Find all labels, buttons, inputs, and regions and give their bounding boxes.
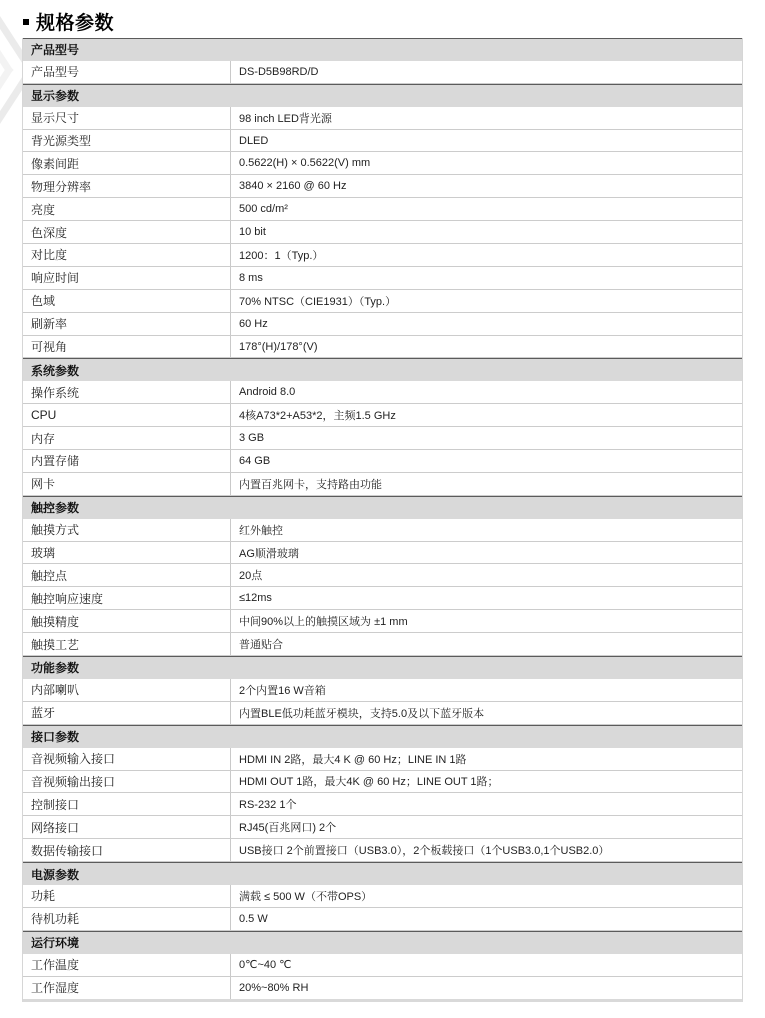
table-row <box>23 816 742 839</box>
spec-value: 普通贴合 <box>239 639 283 652</box>
spec-value: 4核A73*2+A53*2，主频1.5 GHz <box>239 410 396 423</box>
spec-value: 中间90%以上的触摸区域为 ±1 mm <box>239 616 408 629</box>
table-row <box>23 771 742 794</box>
section-header: 功能参数 <box>23 656 742 679</box>
spec-label: 音视频输入接口 <box>23 748 231 770</box>
spec-label: 像素间距 <box>23 152 231 174</box>
table-row <box>23 587 742 610</box>
spec-value: DLED <box>239 134 269 147</box>
spec-value: 20点 <box>239 570 263 583</box>
page-title-text: 规格参数 <box>36 12 115 34</box>
page-title <box>22 7 743 35</box>
spec-label: 显示尺寸 <box>23 107 231 129</box>
spec-value: 0℃~40 ℃ <box>239 959 292 972</box>
spec-value: DS-D5B98RD/D <box>239 65 319 78</box>
spec-label: 内存 <box>23 427 231 449</box>
spec-label: 网卡 <box>23 473 231 495</box>
spec-value: 内置BLE低功耗蓝牙模块，支持5.0及以下蓝牙版本 <box>239 707 485 720</box>
spec-label: 物理分辨率 <box>23 175 231 197</box>
table-row <box>23 152 742 175</box>
table-row <box>23 61 742 84</box>
table-row <box>23 908 742 931</box>
spec-label: 功耗 <box>23 885 231 907</box>
table-row <box>23 977 742 1000</box>
spec-value: 10 bit <box>239 226 266 239</box>
spec-value: HDMI OUT 1路，最大4K @ 60 Hz；LINE OUT 1路； <box>239 776 499 789</box>
section-header: 触控参数 <box>23 496 742 519</box>
table-row <box>23 564 742 587</box>
spec-label: 色深度 <box>23 221 231 243</box>
table-row <box>23 633 742 656</box>
table-row <box>23 542 742 565</box>
spec-value: 3 GB <box>239 432 265 445</box>
spec-value: 70% NTSC（CIE1931）（Typ.） <box>239 295 397 308</box>
spec-label: 亮度 <box>23 198 231 220</box>
spec-value: USB接口 2个前置接口（USB3.0），2个板载接口（1个USB3.0,1个USB2.0） <box>239 845 610 858</box>
section-header: 系统参数 <box>23 358 742 381</box>
spec-label: 色域 <box>23 290 231 312</box>
spec-label: 工作湿度 <box>23 977 231 1000</box>
spec-label: 控制接口 <box>23 793 231 815</box>
spec-label: 音视频输出接口 <box>23 771 231 793</box>
spec-value: 60 Hz <box>239 317 268 330</box>
spec-label: 可视角 <box>23 336 231 358</box>
spec-value: 500 cd/m² <box>239 203 288 216</box>
table-row <box>23 313 742 336</box>
spec-value: 3840 × 2160 @ 60 Hz <box>239 180 347 193</box>
spec-value: HDMI IN 2路，最大4 K @ 60 Hz；LINE IN 1路 <box>239 753 467 766</box>
spec-label: 触摸精度 <box>23 610 231 632</box>
spec-value: Android 8.0 <box>239 386 296 399</box>
spec-value: 0.5 W <box>239 912 268 925</box>
section-header: 运行环境 <box>23 931 742 954</box>
spec-label: 操作系统 <box>23 381 231 403</box>
table-row <box>23 290 742 313</box>
spec-value: 98 inch LED背光源 <box>239 112 332 125</box>
table-row <box>23 130 742 153</box>
spec-value: ≤12ms <box>239 592 272 605</box>
table-row <box>23 198 742 221</box>
table-row <box>23 885 742 908</box>
table-row <box>23 793 742 816</box>
title-square-bullet-icon <box>23 19 29 25</box>
spec-value: AG顺滑玻璃 <box>239 547 299 560</box>
spec-label: 数据传输接口 <box>23 839 231 861</box>
table-row <box>23 519 742 542</box>
spec-label: 内部喇叭 <box>23 679 231 701</box>
spec-label: CPU <box>23 404 231 426</box>
table-row <box>23 954 742 977</box>
table-row <box>23 679 742 702</box>
table-row <box>23 175 742 198</box>
section-header: 显示参数 <box>23 84 742 107</box>
spec-value: 20%~80% RH <box>239 981 309 994</box>
table-row <box>23 267 742 290</box>
spec-value: 满载 ≤ 500 W（不带OPS） <box>239 890 373 903</box>
spec-value: 64 GB <box>239 454 271 467</box>
spec-label: 蓝牙 <box>23 702 231 724</box>
spec-label: 玻璃 <box>23 542 231 564</box>
spec-label: 响应时间 <box>23 267 231 289</box>
table-row <box>23 839 742 862</box>
spec-label: 触摸工艺 <box>23 633 231 655</box>
table-row <box>23 404 742 427</box>
spec-value: 8 ms <box>239 271 263 284</box>
spec-value: 内置百兆网卡，支持路由功能 <box>239 478 382 491</box>
spec-label: 刷新率 <box>23 313 231 335</box>
spec-value: 0.5622(H) × 0.5622(V) mm <box>239 157 371 170</box>
spec-value: 1200：1（Typ.） <box>239 249 324 262</box>
section-header: 产品型号 <box>23 38 742 61</box>
table-row <box>23 427 742 450</box>
spec-label: 对比度 <box>23 244 231 266</box>
table-row <box>23 221 742 244</box>
table-row <box>23 473 742 496</box>
table-row <box>23 748 742 771</box>
spec-label: 网络接口 <box>23 816 231 838</box>
spec-label: 触控响应速度 <box>23 587 231 609</box>
spec-value: 2个内置16 W音箱 <box>239 684 326 697</box>
table-row <box>23 450 742 473</box>
spec-value: 红外触控 <box>239 524 283 537</box>
table-row <box>23 610 742 633</box>
spec-table <box>22 38 743 1002</box>
spec-label: 工作温度 <box>23 954 231 976</box>
section-header: 电源参数 <box>23 862 742 885</box>
table-row <box>23 702 742 725</box>
spec-label: 触摸方式 <box>23 519 231 541</box>
spec-value: 178°(H)/178°(V) <box>239 340 318 353</box>
table-row <box>23 244 742 267</box>
spec-label: 内置存储 <box>23 450 231 472</box>
spec-value: RS-232 1个 <box>239 799 297 812</box>
table-row <box>23 336 742 359</box>
spec-label: 触控点 <box>23 564 231 586</box>
table-row <box>23 107 742 130</box>
spec-label: 产品型号 <box>23 61 231 83</box>
table-row <box>23 381 742 404</box>
spec-label: 背光源类型 <box>23 130 231 152</box>
spec-value: RJ45(百兆网口) 2个 <box>239 822 337 835</box>
spec-label: 待机功耗 <box>23 908 231 930</box>
section-header: 接口参数 <box>23 725 742 748</box>
